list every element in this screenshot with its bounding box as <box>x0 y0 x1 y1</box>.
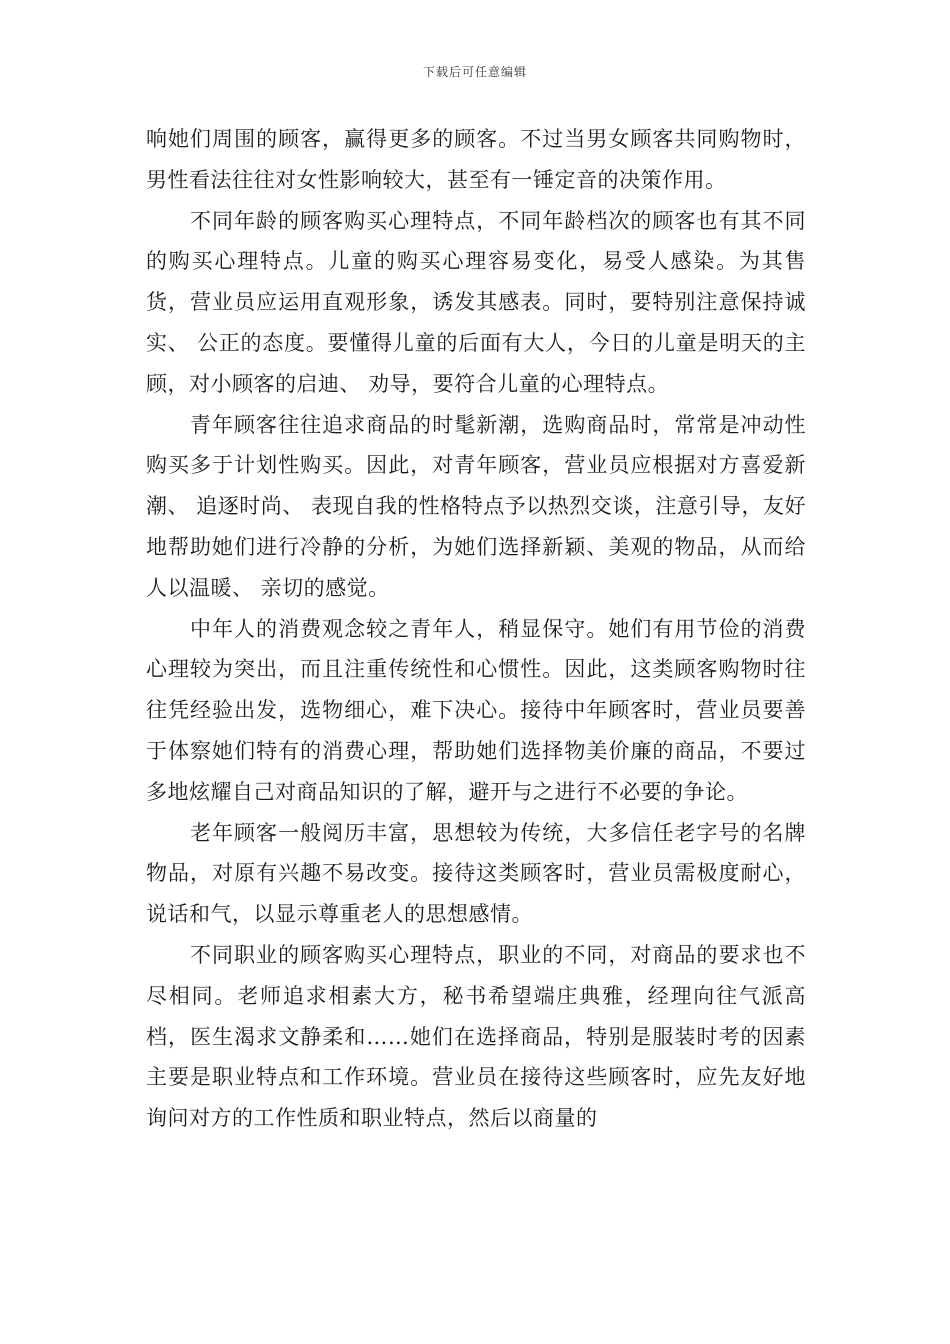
paragraph-elderly-customers: 老年顾客一般阅历丰富，思想较为传统，大多信任老字号的名牌物品，对原有兴趣不易改变。接待这类顾客时，营业员需极度耐心，说话和气，以显示尊重老人的思想感情。 <box>146 820 806 927</box>
page-header-note: 下载后可任意编辑 <box>422 65 527 79</box>
paragraph-youth-customers: 青年顾客往往追求商品的时髦新潮，选购商品时，常常是冲动性购买多于计划性购买。因此，对青年顾客，营业员应根据对方喜爱新潮、 追逐时尚、 表现自我的性格特点予以热烈交谈，注意引导，友好地帮助她们进行冷静的分析，为她们选择新颖、美观的物品，从而给人以温暖、 亲切的感觉。 <box>146 412 806 600</box>
document-body <box>146 119 806 1139</box>
paragraph-middle-aged-customers: 中年人的消费观念较之青年人，稍显保守。她们有用节俭的消费心理较为突出，而且注重传统性和心惯性。因此，这类顾客购物时往往凭经验出发，选物细心，难下决心。接待中年顾客时，营业员要善于体察她们特有的消费心理，帮助她们选择物美价廉的商品，不要过多地炫耀自己对商品知识的了解，避开与之进行不必要的争论。 <box>146 616 806 804</box>
paragraph-occupation-customers: 不同职业的顾客购买心理特点，职业的不同，对商品的要求也不尽相同。老师追求相素大方，秘书希望端庄典雅，经理向往气派高档，医生渴求文静柔和……她们在选择商品，特别是服装时考的因素主要是职业特点和工作环境。营业员在接待这些顾客时，应先友好地询问对方的工作性质和职业特点，然后以商量的 <box>146 942 806 1131</box>
paragraph-age-children: 不同年龄的顾客购买心理特点，不同年龄档次的顾客也有其不同的购买心理特点。儿童的购买心理容易变化，易受人感染。为其售货，营业员应运用直观形象，诱发其感表。同时，要特别注意保持诚实、 公正的态度。要懂得儿童的后面有大人，今日的儿童是明天的主顾，对小顾客的启迪、 劝导，要符合儿童的心理特点。 <box>146 208 806 396</box>
paragraph-gender-influence: 响她们周围的顾客，赢得更多的顾客。不过当男女顾客共同购物时，男性看法往往对女性影响较大，甚至有一锤定音的决策作用。 <box>146 127 806 192</box>
